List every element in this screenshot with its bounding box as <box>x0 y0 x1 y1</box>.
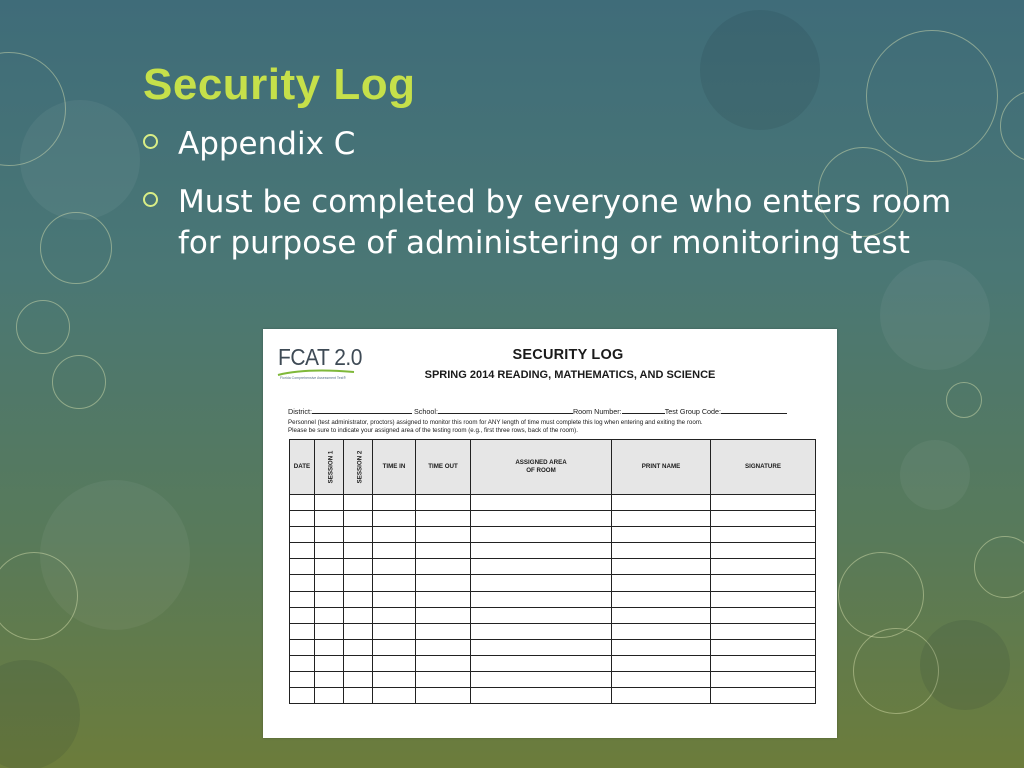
table-cell <box>315 607 344 623</box>
table-cell <box>315 543 344 559</box>
table-cell <box>416 655 471 671</box>
table-cell <box>373 623 416 639</box>
table-cell <box>290 607 315 623</box>
table-cell <box>612 607 711 623</box>
table-cell <box>711 688 816 704</box>
instruction-line: Please be sure to indicate your assigned area of the testing room (e.g., first three rows, back of the room). <box>288 427 578 434</box>
table-cell <box>612 591 711 607</box>
table-cell <box>290 495 315 511</box>
table-cell <box>373 511 416 527</box>
table-cell <box>315 591 344 607</box>
table-cell <box>373 607 416 623</box>
bokeh-ring <box>0 52 66 166</box>
district-label: District: <box>288 407 312 416</box>
bokeh-blob <box>920 620 1010 710</box>
column-header-session-2 <box>344 440 373 495</box>
bokeh-ring <box>853 628 939 714</box>
table-cell <box>290 575 315 591</box>
table-cell <box>612 623 711 639</box>
table-cell <box>711 559 816 575</box>
bullet-text: Must be completed by everyone who enters room for purpose of administering or monitoring test <box>178 184 952 261</box>
table-cell <box>373 591 416 607</box>
table-cell <box>612 575 711 591</box>
table-cell <box>315 527 344 543</box>
table-cell <box>344 672 373 688</box>
table-cell <box>344 591 373 607</box>
table-cell <box>471 511 612 527</box>
table-row <box>290 575 816 591</box>
table-cell <box>290 543 315 559</box>
table-cell <box>290 511 315 527</box>
table-cell <box>416 623 471 639</box>
logo-tagline: Florida Comprehensive Assessment Test® <box>280 376 346 380</box>
slide-title: Security Log <box>143 60 416 109</box>
table-row <box>290 527 816 543</box>
bullet-text: Appendix C <box>178 126 356 162</box>
table-cell <box>315 672 344 688</box>
table-cell <box>344 639 373 655</box>
table-cell <box>344 559 373 575</box>
table-cell <box>290 672 315 688</box>
table-cell <box>315 559 344 575</box>
table-cell <box>612 543 711 559</box>
test-group-code-blank <box>721 406 787 414</box>
bokeh-blob <box>880 260 990 370</box>
table-cell <box>416 511 471 527</box>
bokeh-blob <box>900 440 970 510</box>
table-cell <box>315 688 344 704</box>
table-cell <box>711 639 816 655</box>
table-cell <box>373 495 416 511</box>
table-cell <box>315 495 344 511</box>
table-cell <box>290 655 315 671</box>
table-cell <box>315 623 344 639</box>
column-header-date: DATE <box>290 440 315 495</box>
table-row <box>290 623 816 639</box>
table-cell <box>612 495 711 511</box>
table-cell <box>315 575 344 591</box>
bokeh-ring <box>52 355 106 409</box>
table-cell <box>711 495 816 511</box>
bullet-list <box>140 124 960 264</box>
table-row <box>290 672 816 688</box>
table-cell <box>711 607 816 623</box>
table-cell <box>711 623 816 639</box>
logo-text: FCAT 2.0 <box>278 345 362 371</box>
room-number-blank <box>622 406 665 414</box>
column-header-time-out: TIME OUT <box>416 440 471 495</box>
bokeh-ring <box>974 536 1024 598</box>
bokeh-ring <box>40 212 112 284</box>
table-cell <box>344 623 373 639</box>
table-cell <box>612 559 711 575</box>
document-title: SECURITY LOG <box>512 347 624 363</box>
table-cell <box>344 607 373 623</box>
table-cell <box>416 672 471 688</box>
table-cell <box>344 655 373 671</box>
bokeh-blob <box>40 480 190 630</box>
table-row <box>290 511 816 527</box>
bullet-ring-icon <box>143 134 158 149</box>
room-number-label: Room Number: <box>572 407 622 416</box>
table-cell <box>612 688 711 704</box>
table-cell <box>471 688 612 704</box>
table-cell <box>344 495 373 511</box>
district-blank <box>312 406 412 414</box>
table-cell <box>290 527 315 543</box>
test-group-code-label: Test Group Code: <box>664 407 722 416</box>
table-cell <box>711 591 816 607</box>
table-cell <box>612 672 711 688</box>
table-body <box>290 495 816 704</box>
column-header-time-in: TIME IN <box>373 440 416 495</box>
security-log-document-image <box>263 329 837 738</box>
table-cell <box>711 655 816 671</box>
bokeh-blob <box>0 660 80 768</box>
table-cell <box>612 511 711 527</box>
table-cell <box>711 543 816 559</box>
bokeh-blob <box>20 100 140 220</box>
bullet-item <box>140 124 960 165</box>
table-cell <box>290 639 315 655</box>
table-cell <box>315 511 344 527</box>
table-row <box>290 639 816 655</box>
table-cell <box>471 495 612 511</box>
column-header-print-name: PRINT NAME <box>612 440 711 495</box>
table-row <box>290 495 816 511</box>
table-cell <box>471 559 612 575</box>
table-cell <box>373 543 416 559</box>
table-cell <box>344 575 373 591</box>
table-cell <box>315 639 344 655</box>
table-cell <box>711 575 816 591</box>
table-cell <box>471 655 612 671</box>
table-cell <box>373 527 416 543</box>
table-cell <box>290 623 315 639</box>
table-row <box>290 559 816 575</box>
school-label: School: <box>413 407 438 416</box>
table-cell <box>373 655 416 671</box>
table-cell <box>416 495 471 511</box>
table-cell <box>471 543 612 559</box>
table-cell <box>711 511 816 527</box>
table-row <box>290 655 816 671</box>
bokeh-ring <box>1000 90 1024 162</box>
table-cell <box>290 591 315 607</box>
school-blank <box>438 406 573 414</box>
table-cell <box>612 655 711 671</box>
table-cell <box>471 591 612 607</box>
table-cell <box>471 527 612 543</box>
column-header-label: SESSION 1 <box>327 450 335 484</box>
table-cell <box>416 591 471 607</box>
table-row <box>290 543 816 559</box>
table-cell <box>471 639 612 655</box>
table-cell <box>612 527 711 543</box>
table-row <box>290 688 816 704</box>
table-cell <box>612 639 711 655</box>
bullet-ring-icon <box>143 192 158 207</box>
security-log-table <box>289 439 816 704</box>
table-cell <box>290 688 315 704</box>
table-cell <box>373 672 416 688</box>
table-cell <box>711 672 816 688</box>
table-cell <box>315 655 344 671</box>
form-fields <box>288 406 818 416</box>
table-cell <box>416 607 471 623</box>
table-cell <box>416 688 471 704</box>
table-cell <box>416 559 471 575</box>
column-header-label: SESSION 2 <box>356 450 364 484</box>
table-cell <box>471 607 612 623</box>
bokeh-ring <box>0 552 78 640</box>
table-cell <box>471 672 612 688</box>
table-cell <box>373 559 416 575</box>
table-cell <box>373 575 416 591</box>
table-row <box>290 607 816 623</box>
table-cell <box>416 527 471 543</box>
table-header-row <box>290 440 816 495</box>
column-header-assigned-area: ASSIGNED AREA OF ROOM <box>471 440 612 495</box>
table-cell <box>344 527 373 543</box>
bokeh-ring <box>838 552 924 638</box>
instruction-line: Personnel (test administrator, proctors) assigned to monitor this room for ANY length of time must complete this log when entering and exiting the room. <box>288 419 703 426</box>
table-row <box>290 591 816 607</box>
column-header-signature: SIGNATURE <box>711 440 816 495</box>
table-cell <box>711 527 816 543</box>
bokeh-blob <box>700 10 820 130</box>
bullet-item <box>140 182 960 264</box>
table-cell <box>290 559 315 575</box>
table-cell <box>416 543 471 559</box>
table-cell <box>344 511 373 527</box>
column-header-session-1 <box>315 440 344 495</box>
instructions <box>288 419 818 435</box>
table-cell <box>416 575 471 591</box>
table-cell <box>416 639 471 655</box>
bokeh-ring <box>946 382 982 418</box>
bokeh-ring <box>16 300 70 354</box>
table-cell <box>373 639 416 655</box>
table-cell <box>344 543 373 559</box>
document-subtitle: SPRING 2014 READING, MATHEMATICS, AND SCIENCE <box>424 369 716 381</box>
table-cell <box>471 623 612 639</box>
table-cell <box>373 688 416 704</box>
table-cell <box>471 575 612 591</box>
table-cell <box>344 688 373 704</box>
